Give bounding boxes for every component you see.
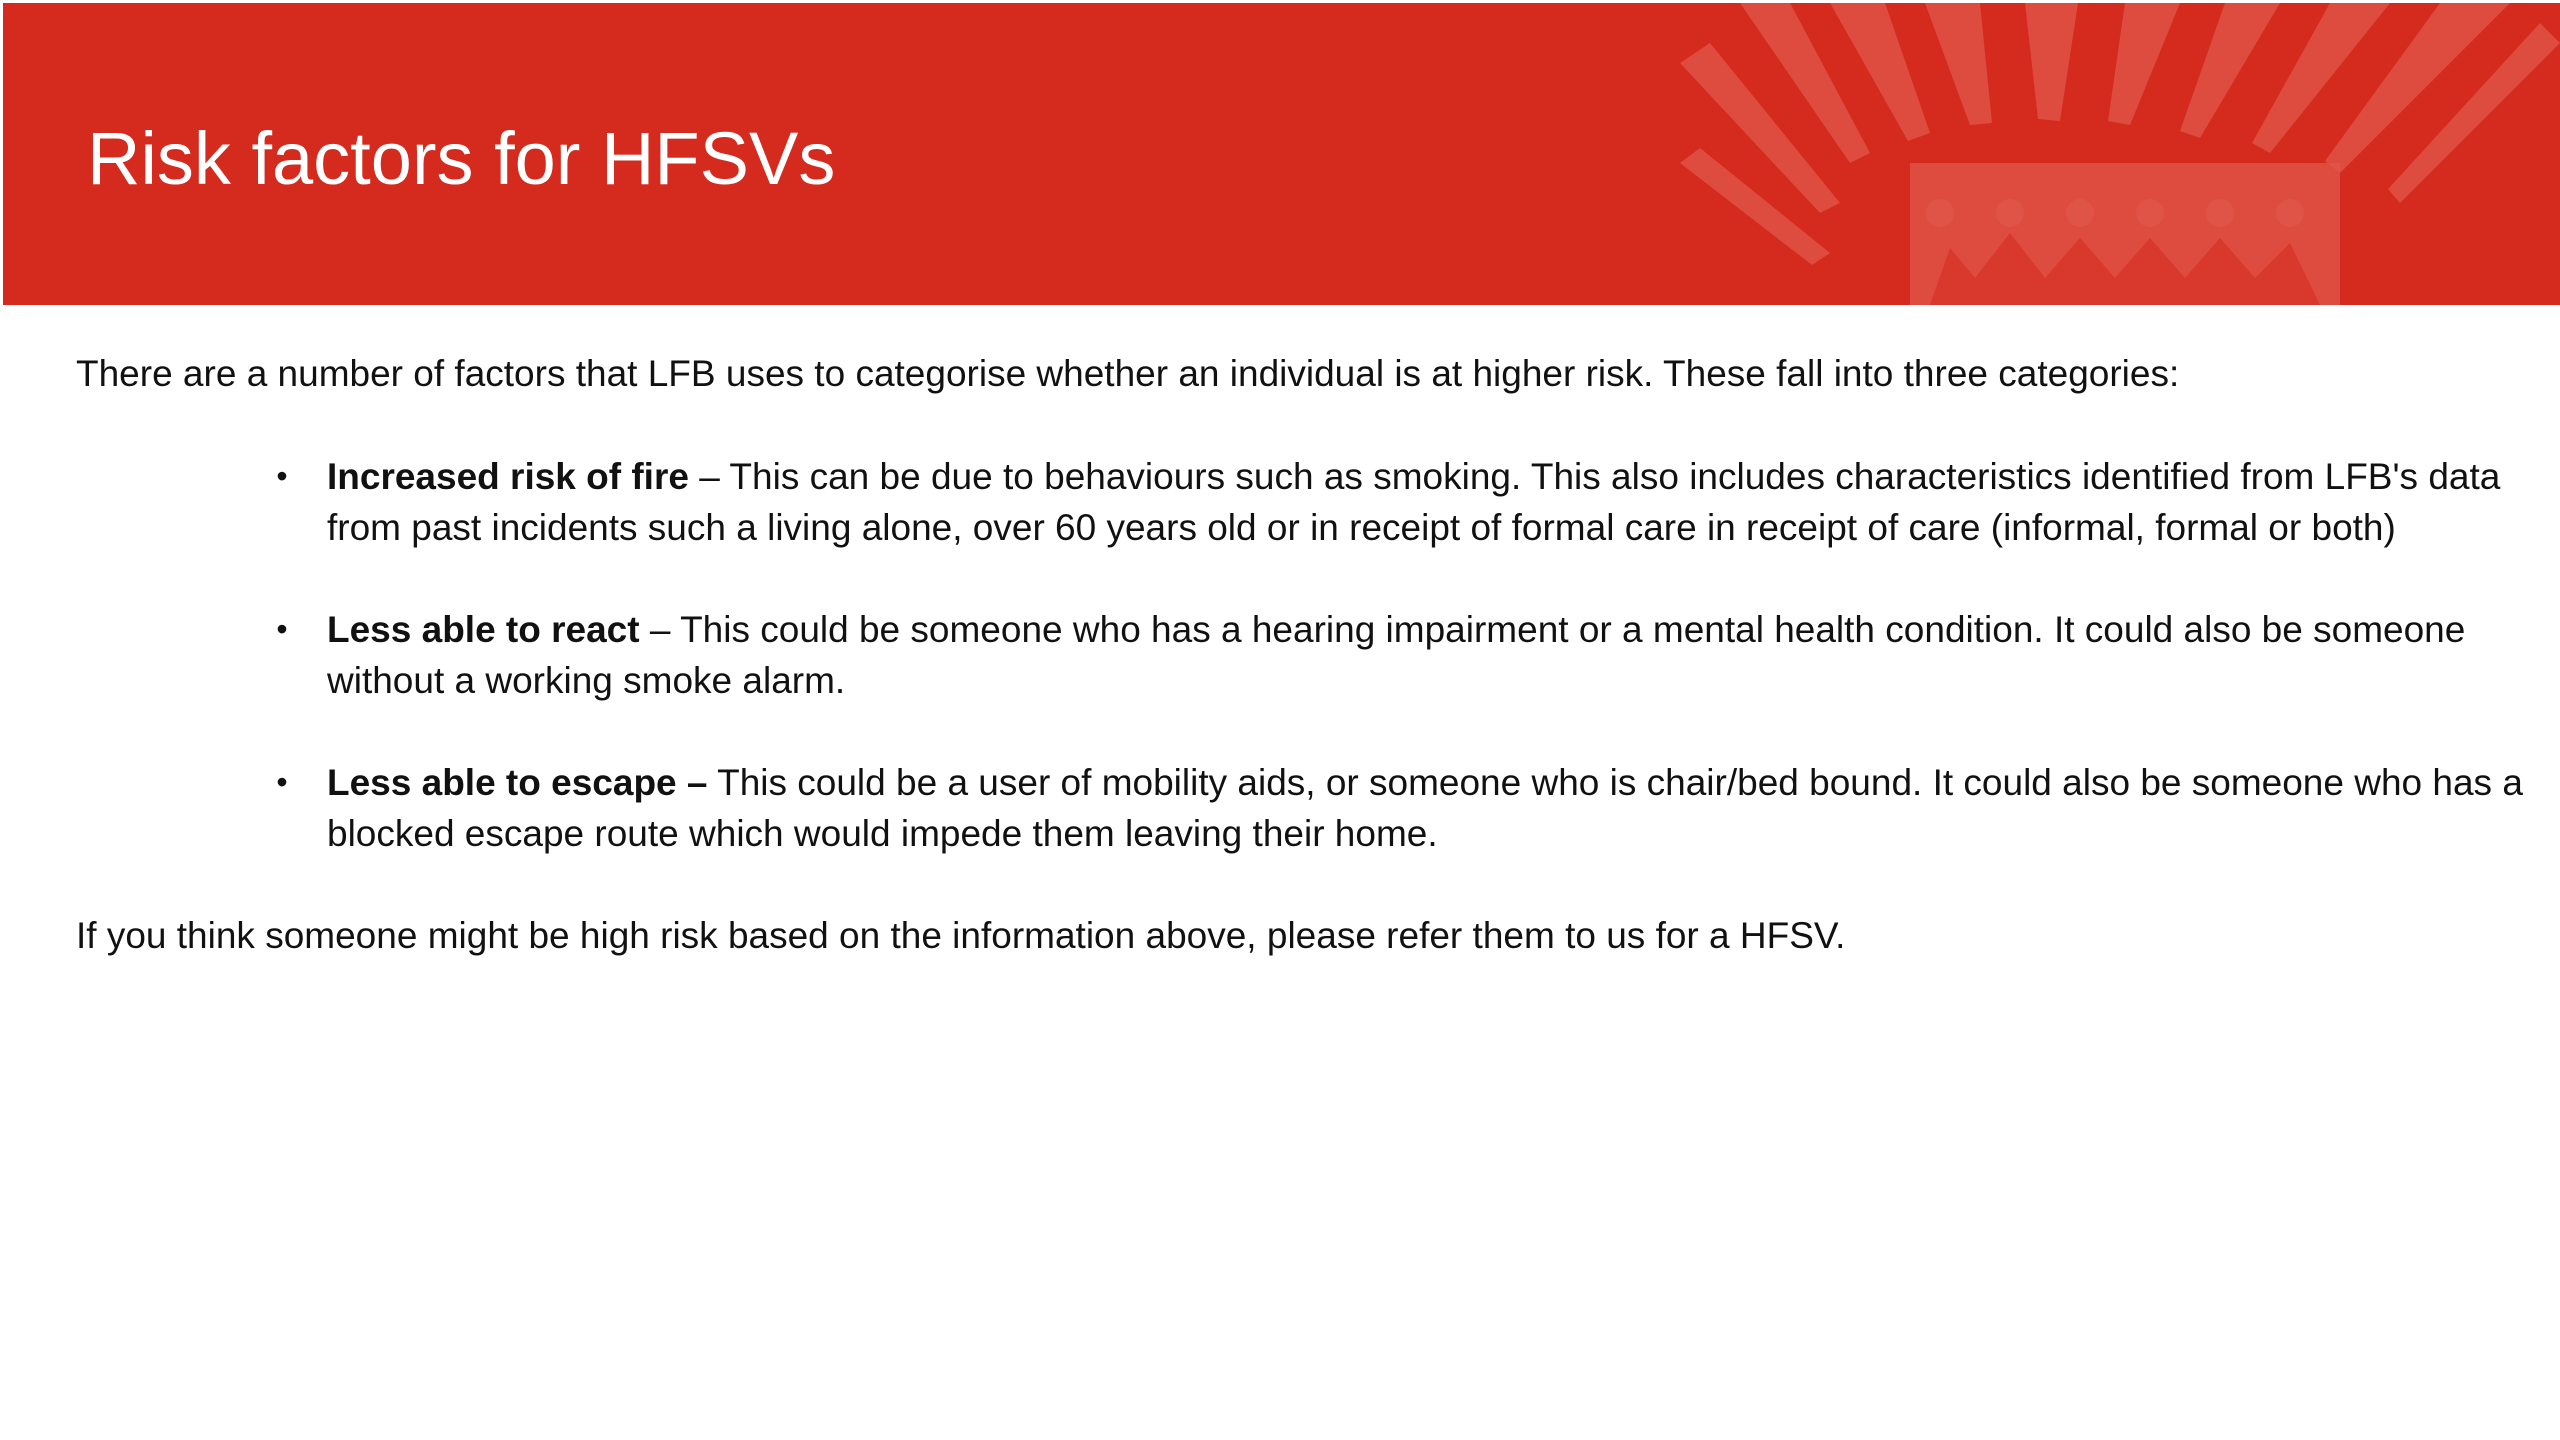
bullet-icon: • <box>276 611 288 647</box>
bullet-text: – This can be due to behaviours such as smoking. This also includes characteristics identified from LFB's data from past incidents such a living alone, over 60 years old or in receipt of formal care in receipt of care (informal, formal or both) <box>327 456 2501 548</box>
bullet-term: Less able to react <box>327 609 640 650</box>
page-title: Risk factors for HFSVs <box>87 117 836 200</box>
risk-category-list <box>76 451 2527 859</box>
bullet-term: Less able to escape – <box>327 762 708 803</box>
closing-paragraph: If you think someone might be high risk based on the information above, please refer them to us for a HFSV. <box>76 915 1846 956</box>
bullet-term: Increased risk of fire <box>327 456 689 497</box>
slide-body <box>76 348 2523 961</box>
bullet-text: – This could be someone who has a hearing impairment or a mental health condition. It could also be someone without a working smoke alarm. <box>327 609 2466 701</box>
bullet-icon: • <box>276 458 288 494</box>
bullet-icon: • <box>276 764 288 800</box>
header-banner <box>3 3 2560 305</box>
list-item <box>276 604 2527 706</box>
list-item <box>276 757 2527 859</box>
intro-paragraph: There are a number of factors that LFB uses to categorise whether an individual is at higher risk. These fall into three categories: <box>76 353 2180 394</box>
list-item <box>276 451 2527 553</box>
crown-crest-icon <box>1680 3 2560 305</box>
bullet-text: This could be a user of mobility aids, or someone who is chair/bed bound. It could also be someone who has a blocked escape route which would impede them leaving their home. <box>327 762 2523 854</box>
